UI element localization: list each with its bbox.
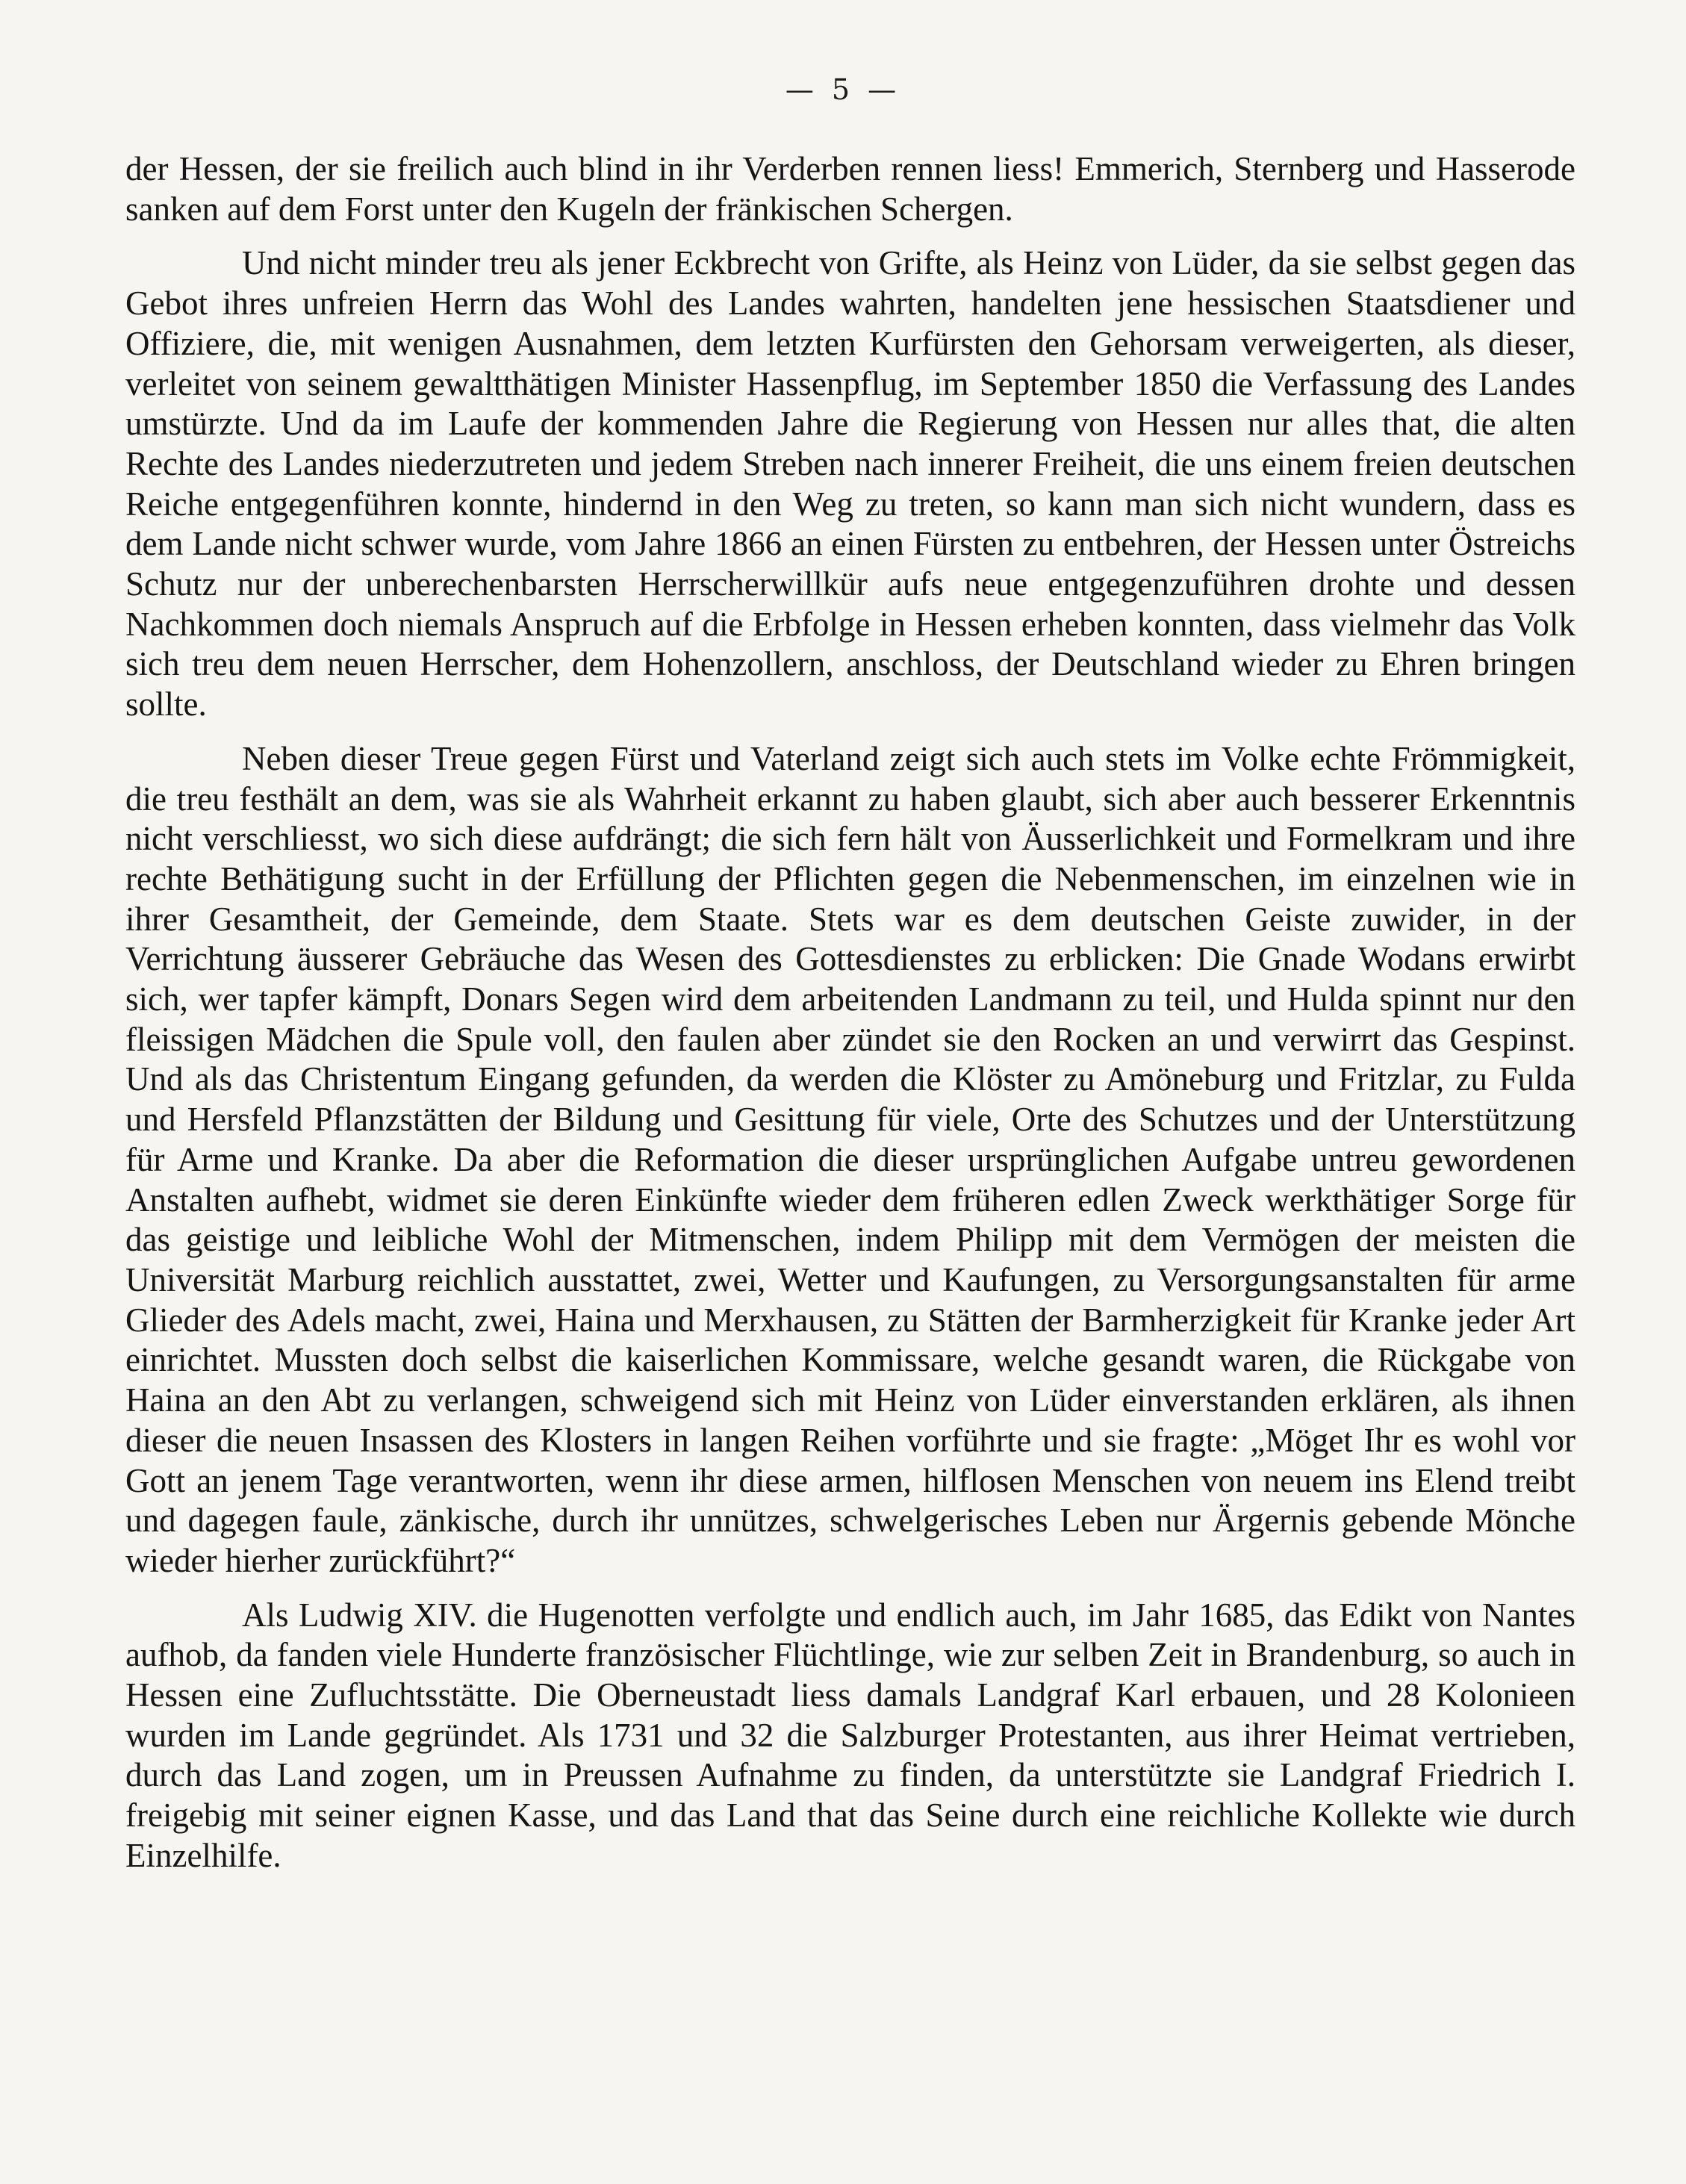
body-text — [125, 149, 1575, 1891]
page-number: — 5 — — [785, 73, 901, 106]
paragraph-1: der Hessen, der sie freilich auch blind in ihr Verderben rennen liess! Emmerich, Sternberg und Hasserode sanken auf dem Forst unter den Kugeln der fränkischen Schergen. — [125, 150, 1575, 228]
paragraph-2: Und nicht minder treu als jener Eckbrecht von Grifte, als Heinz von Lüder, da sie selbst gegen das Gebot ihres unfreien Herrn das Wohl des Landes wahrten, handelten jene hessischen Staatsdiener und Offiziere, die, mit wenigen Ausnahmen, dem letzten Kurfürsten den Gehorsam verweigerten, als dieser, verleitet von seinem gewaltthätigen Minister Hassenpflug, im September 1850 die Verfassung des Landes umstürzte. Und da im Laufe der kommenden Jahre die Regierung von Hessen nur alles that, die alten Rechte des Landes niederzutreten und jedem Streben nach innerer Freiheit, die uns einem freien deutschen Reiche entgegenführen konnte, hindernd in den Weg zu treten, so kann man sich nicht wundern, dass es dem Lande nicht schwer wurde, vom Jahre 1866 an einen Fürsten zu entbehren, der Hessen unter Östreichs Schutz nur der unberechenbarsten Herrscherwillkür aufs neue entgegenzuführen drohte und dessen Nachkommen doch niemals Anspruch auf die Erbfolge in Hessen erheben konnten, dass vielmehr das Volk sich treu dem neuen Herrscher, dem Hohenzollern, anschloss, der Deutschland wieder zu Ehren bringen sollte. — [125, 244, 1575, 724]
paragraph-4: Als Ludwig XIV. die Hugenotten verfolgte und endlich auch, im Jahr 1685, das Edikt von Nantes aufhob, da fanden viele Hunderte französischer Flüchtlinge, wie zur selben Zeit in Brandenburg, so auch in Hessen eine Zufluchtsstätte. Die Oberneustadt liess damals Landgraf Karl erbauen, und 28 Kolonieen wurden im Lande gegründet. Als 1731 und 32 die Salzburger Protestanten, aus ihrer Heimat vertrieben, durch das Land zogen, um in Preussen Aufnahme zu finden, da unterstützte sie Landgraf Friedrich I. freigebig mit seiner eignen Kasse, und das Land that das Seine durch eine reichliche Kollekte wie durch Einzelhilfe. — [125, 1596, 1575, 1874]
paragraph-3: Neben dieser Treue gegen Fürst und Vaterland zeigt sich auch stets im Volke echte Frömmigkeit, die treu festhält an dem, was sie als Wahrheit erkannt zu haben glaubt, sich aber auch besserer Erkenntnis nicht verschliesst, wo sich diese aufdrängt; die sich fern hält von Äusserlichkeit und Formelkram und ihre rechte Bethätigung sucht in der Erfüllung der Pflichten gegen die Nebenmenschen, im einzelnen wie in ihrer Gesamtheit, der Gemeinde, dem Staate. Stets war es dem deutschen Geiste zuwider, in der Verrichtung äusserer Gebräuche das Wesen des Gottesdienstes zu erblicken: Die Gnade Wodans erwirbt sich, wer tapfer kämpft, Donars Segen wird dem arbeitenden Landmann zu teil, und Hulda spinnt nur den fleissigen Mädchen die Spule voll, den faulen aber zündet sie den Rocken an und verwirrt das Gespinst. Und als das Christentum Eingang gefunden, da werden die Klöster zu Amöneburg und Fritzlar, zu Fulda und Hersfeld Pflanzstätten der Bildung und Gesittung für viele, Orte des Schutzes und der Unterstützung für Arme und Kranke. Da aber die Reformation die dieser ursprünglichen Aufgabe untreu gewordenen Anstalten aufhebt, widmet sie deren Einkünfte wieder dem früheren edlen Zweck werkthätiger Sorge für das geistige und leibliche Wohl der Mitmenschen, indem Philipp mit dem Vermögen der meisten die Universität Marburg reichlich ausstattet, zwei, Wetter und Kaufungen, zu Versorgungsanstalten für arme Glieder des Adels macht, zwei, Haina und Merxhausen, zu Stätten der Barmherzigkeit für Kranke jeder Art einrichtet. Mussten doch selbst die kaiserlichen Kommissare, welche gesandt waren, die Rückgabe von Haina an den Abt zu verlangen, schweigend sich mit Heinz von Lüder einverstanden erklären, als ihnen dieser die neuen Insassen des Klosters in langen Reihen vorführte und sie fragte: „Möget Ihr es wohl vor Gott an jenem Tage verantworten, wenn ihr diese armen, hilflosen Menschen von neuem ins Elend treibt und dagegen faule, zänkische, durch ihr unnützes, schwelgerisches Leben nur Ärgernis gebende Mönche wieder hierher zurückführt?“ — [125, 739, 1575, 1579]
